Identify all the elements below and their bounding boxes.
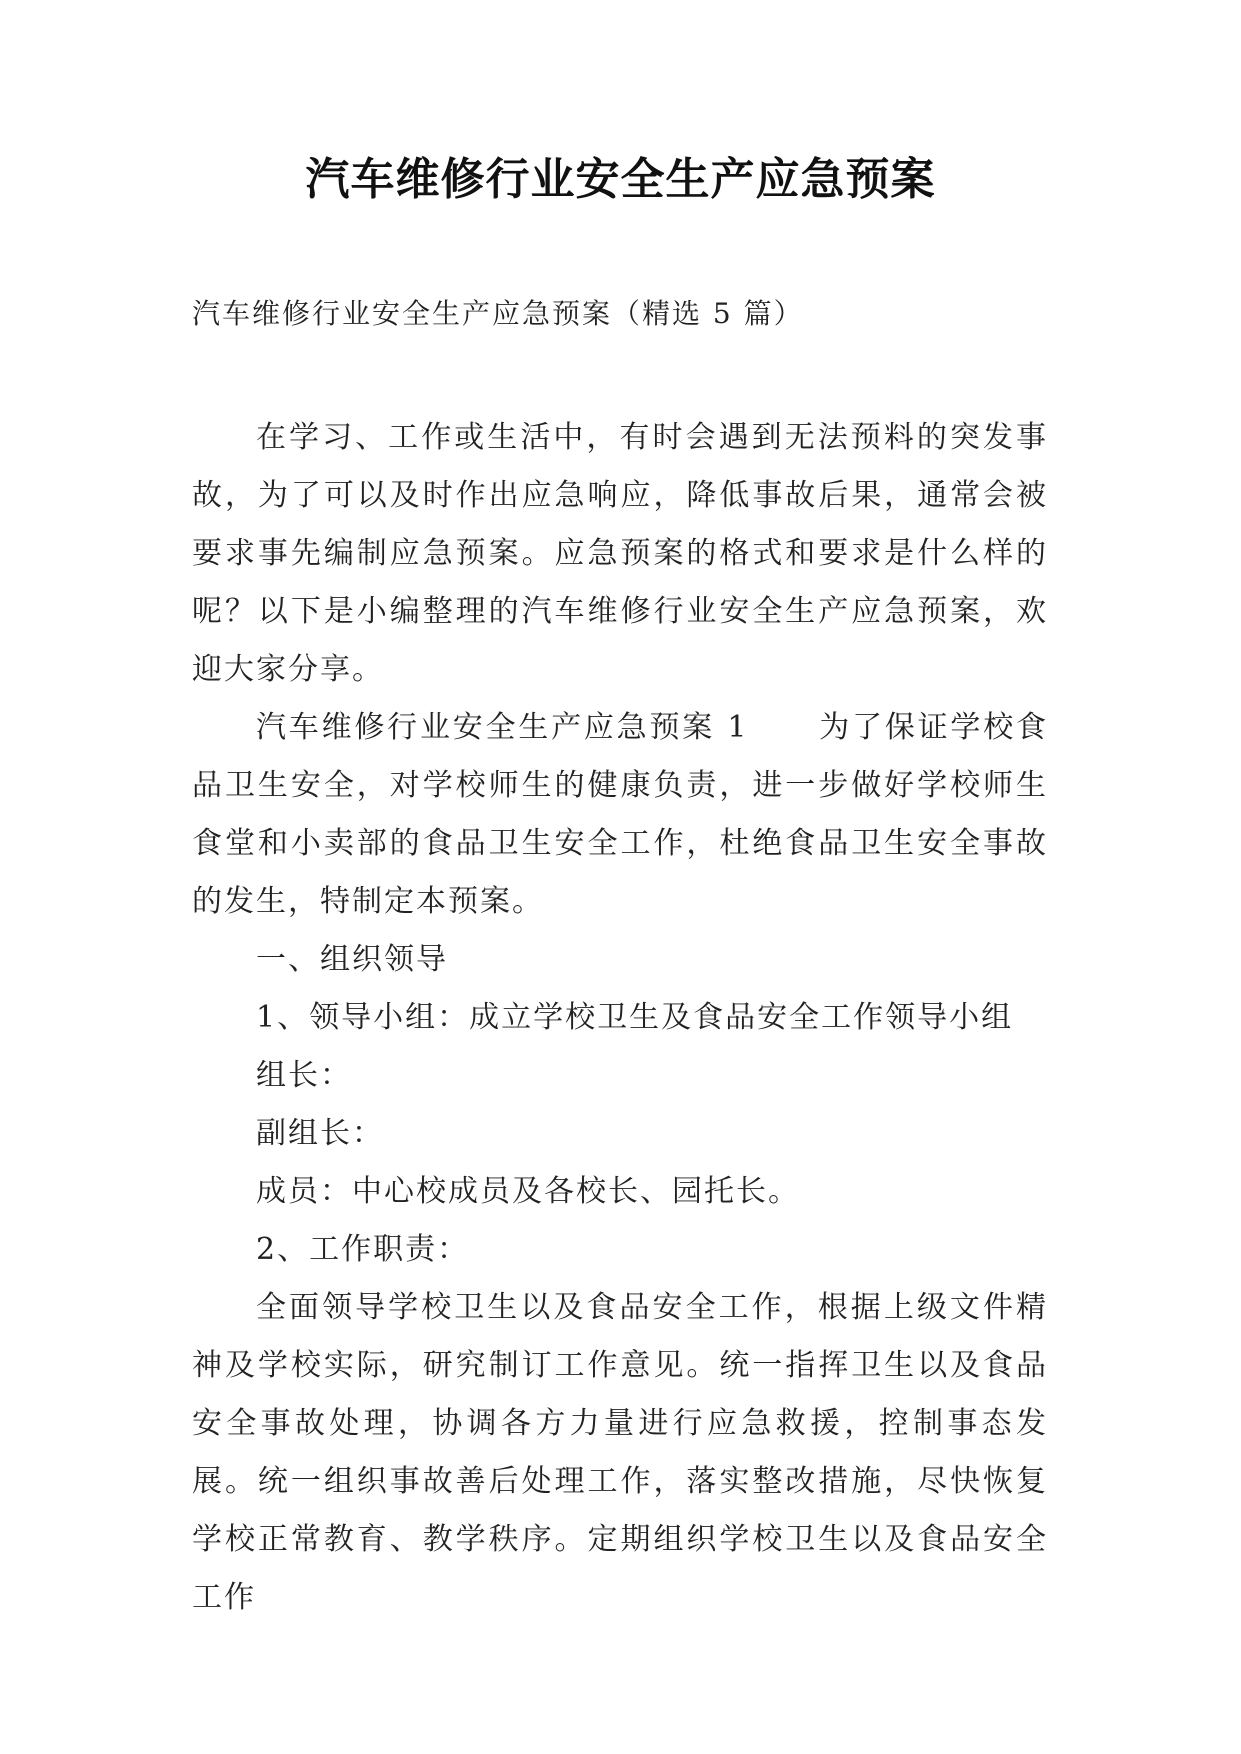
duties-paragraph: 全面领导学校卫生以及食品安全工作，根据上级文件精神及学校实际，研究制订工作意见。统一指挥卫生以及食品安全事故处理，协调各方力量进行应急救援，控制事态发展。统一组织事故善后处理工作，落实整改措施，尽快恢复学校正常教育、教学秩序。定期组织学校卫生以及食品安全工作 xyxy=(192,1290,1048,1615)
document-title: 汽车维修行业安全生产应急预案 xyxy=(305,154,936,205)
org-heading: 一、组织领导 xyxy=(256,942,448,977)
members-line: 成员：中心校成员及各校长、园托长。 xyxy=(256,1174,800,1209)
section-1-heading: 汽车维修行业安全生产应急预案 1 xyxy=(256,710,749,745)
intro-paragraph: 在学习、工作或生活中，有时会遇到无法预料的突发事故，为了可以及时作出应急响应，降低事故后果，通常会被要求事先编制应急预案。应急预案的格式和要求是什么样的呢？以下是小编整理的汽车维修行业安全生产应急预案，欢迎大家分享。 xyxy=(192,420,1048,687)
section-1-text: 为了保证学校食品卫生安全，对学校师生的健康负责，进一步做好学校师生食堂和小卖部的食品卫生安全工作，杜绝食品卫生安全事故的发生，特制定本预案。 xyxy=(192,710,1049,919)
document-subtitle: 汽车维修行业安全生产应急预案（精选 5 篇） xyxy=(192,297,804,330)
section-1-paragraph xyxy=(192,699,1048,931)
document-body xyxy=(192,409,1048,1627)
leader-line: 组长： xyxy=(256,1058,352,1093)
duties-heading: 2、工作职责： xyxy=(256,1232,470,1267)
deputy-leader-line: 副组长： xyxy=(256,1116,384,1151)
leading-group-line: 1、领导小组：成立学校卫生及食品安全工作领导小组 xyxy=(256,1000,1014,1035)
